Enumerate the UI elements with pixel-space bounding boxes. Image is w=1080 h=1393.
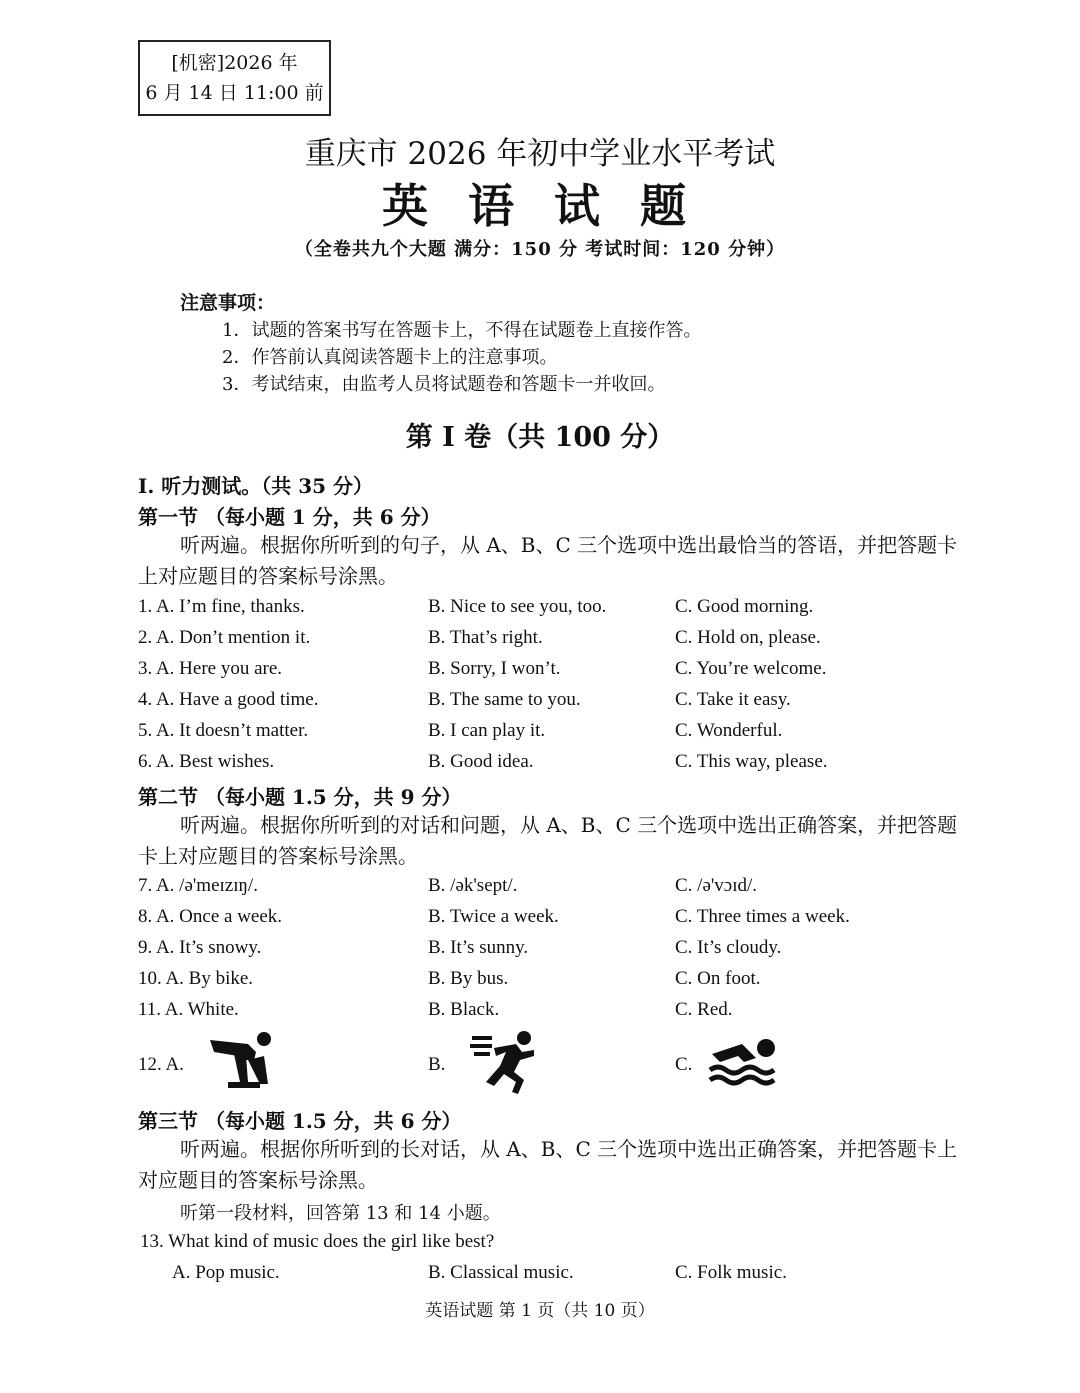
confidential-line-2: 6 月 14 日 11:00 前 xyxy=(145,82,324,104)
q12-option-b: B. xyxy=(428,1054,446,1075)
q3-option-b: B. Sorry, I won’t. xyxy=(428,658,561,679)
exam-meta: （全卷共九个大题 满分：150 分 考试时间：120 分钟） xyxy=(294,239,786,260)
exam-subtitle: 英 语 试 题 xyxy=(381,179,699,233)
q5-option-b: B. I can play it. xyxy=(428,720,546,741)
q1-option-b: B. Nice to see you, too. xyxy=(428,596,607,617)
q7-option-b: B. /ək'sept/. xyxy=(428,875,518,896)
q6-option-b: B. Good idea. xyxy=(428,751,534,772)
q13-option-b: B. Classical music. xyxy=(428,1262,574,1283)
q9-option-b: B. It’s sunny. xyxy=(428,937,529,958)
s3-sub-instructions: 听第一段材料，回答第 13 和 14 小题。 xyxy=(180,1203,501,1224)
section-heading: I. 听力测试。（共 35 分） xyxy=(138,474,374,498)
q5-option-a: 5. A. It doesn’t matter. xyxy=(138,720,309,741)
q11-option-a: 11. A. White. xyxy=(138,999,239,1020)
q6-option-a: 6. A. Best wishes. xyxy=(138,751,275,772)
q3-option-c: C. You’re welcome. xyxy=(675,658,827,679)
notice-item: 1．试题的答案书写在答题卡上，不得在试题卷上直接作答。 xyxy=(222,320,702,341)
q10-option-c: C. On foot. xyxy=(675,968,761,989)
q2-option-c: C. Hold on, please. xyxy=(675,627,821,648)
q6-option-c: C. This way, please. xyxy=(675,751,828,772)
q11-option-c: C. Red. xyxy=(675,999,733,1020)
q3-option-a: 3. A. Here you are. xyxy=(138,658,283,679)
part-title: 第 I 卷（共 100 分） xyxy=(405,422,675,453)
skating-icon xyxy=(204,1030,278,1094)
q4-option-c: C. Take it easy. xyxy=(675,689,791,710)
notice-item: 3．考试结束，由监考人员将试题卷和答题卡一并收回。 xyxy=(222,374,666,395)
exam-title: 重庆市 2026 年初中学业水平考试 xyxy=(304,136,776,172)
s2-title: 第二节 （每小题 1.5 分，共 9 分） xyxy=(138,785,462,809)
q13-stem: 13. What kind of music does the girl like best? xyxy=(140,1231,495,1252)
q7-option-c: C. /ə'vɔɪd/. xyxy=(675,875,758,896)
q1-option-a: 1. A. I’m fine, thanks. xyxy=(138,596,305,617)
confidential-line-1: [机密]2026 年 xyxy=(171,52,298,74)
q9-option-c: C. It’s cloudy. xyxy=(675,937,782,958)
q4-option-a: 4. A. Have a good time. xyxy=(138,689,319,710)
q10-option-a: 10. A. By bike. xyxy=(138,968,254,989)
s1-instructions: 听两遍。根据你所听到的句子，从 A、B、C 三个选项中选出最恰当的答语，并把答题卡上对应题目的答案标号涂黑。 xyxy=(138,533,958,588)
q8-option-b: B. Twice a week. xyxy=(428,906,559,927)
q8-option-a: 8. A. Once a week. xyxy=(138,906,283,927)
q7-option-a: 7. A. /ə'meɪzɪŋ/. xyxy=(138,875,258,896)
q1-option-c: C. Good morning. xyxy=(675,596,814,617)
s3-title: 第三节 （每小题 1.5 分，共 6 分） xyxy=(138,1109,462,1133)
q9-option-a: 9. A. It’s snowy. xyxy=(138,937,262,958)
s3-instructions: 听两遍。根据你所听到的长对话，从 A、B、C 三个选项中选出正确答案，并把答题卡上对应题目的答案标号涂黑。 xyxy=(138,1137,958,1192)
q4-option-b: B. The same to you. xyxy=(428,689,581,710)
page-footer: 英语试题 第 1 页（共 10 页） xyxy=(425,1301,655,1321)
q2-option-a: 2. A. Don’t mention it. xyxy=(138,627,311,648)
q12-option-c: C. xyxy=(675,1054,693,1075)
confidential-box xyxy=(138,40,331,116)
q2-option-b: B. That’s right. xyxy=(428,627,543,648)
q10-option-b: B. By bus. xyxy=(428,968,509,989)
swimming-icon xyxy=(706,1034,780,1088)
q13-option-c: C. Folk music. xyxy=(675,1262,787,1283)
running-icon xyxy=(470,1028,542,1096)
s1-title: 第一节 （每小题 1 分，共 6 分） xyxy=(138,505,441,529)
q13-option-a: A. Pop music. xyxy=(172,1262,280,1283)
q11-option-b: B. Black. xyxy=(428,999,500,1020)
q8-option-c: C. Three times a week. xyxy=(675,906,850,927)
s2-instructions: 听两遍。根据你所听到的对话和问题，从 A、B、C 三个选项中选出正确答案，并把答题卡上对应题目的答案标号涂黑。 xyxy=(138,813,958,868)
notice-item: 2．作答前认真阅读答题卡上的注意事项。 xyxy=(222,347,558,368)
notice-title: 注意事项： xyxy=(180,292,276,314)
q12-option-a: 12. A. xyxy=(138,1054,184,1075)
q5-option-c: C. Wonderful. xyxy=(675,720,783,741)
